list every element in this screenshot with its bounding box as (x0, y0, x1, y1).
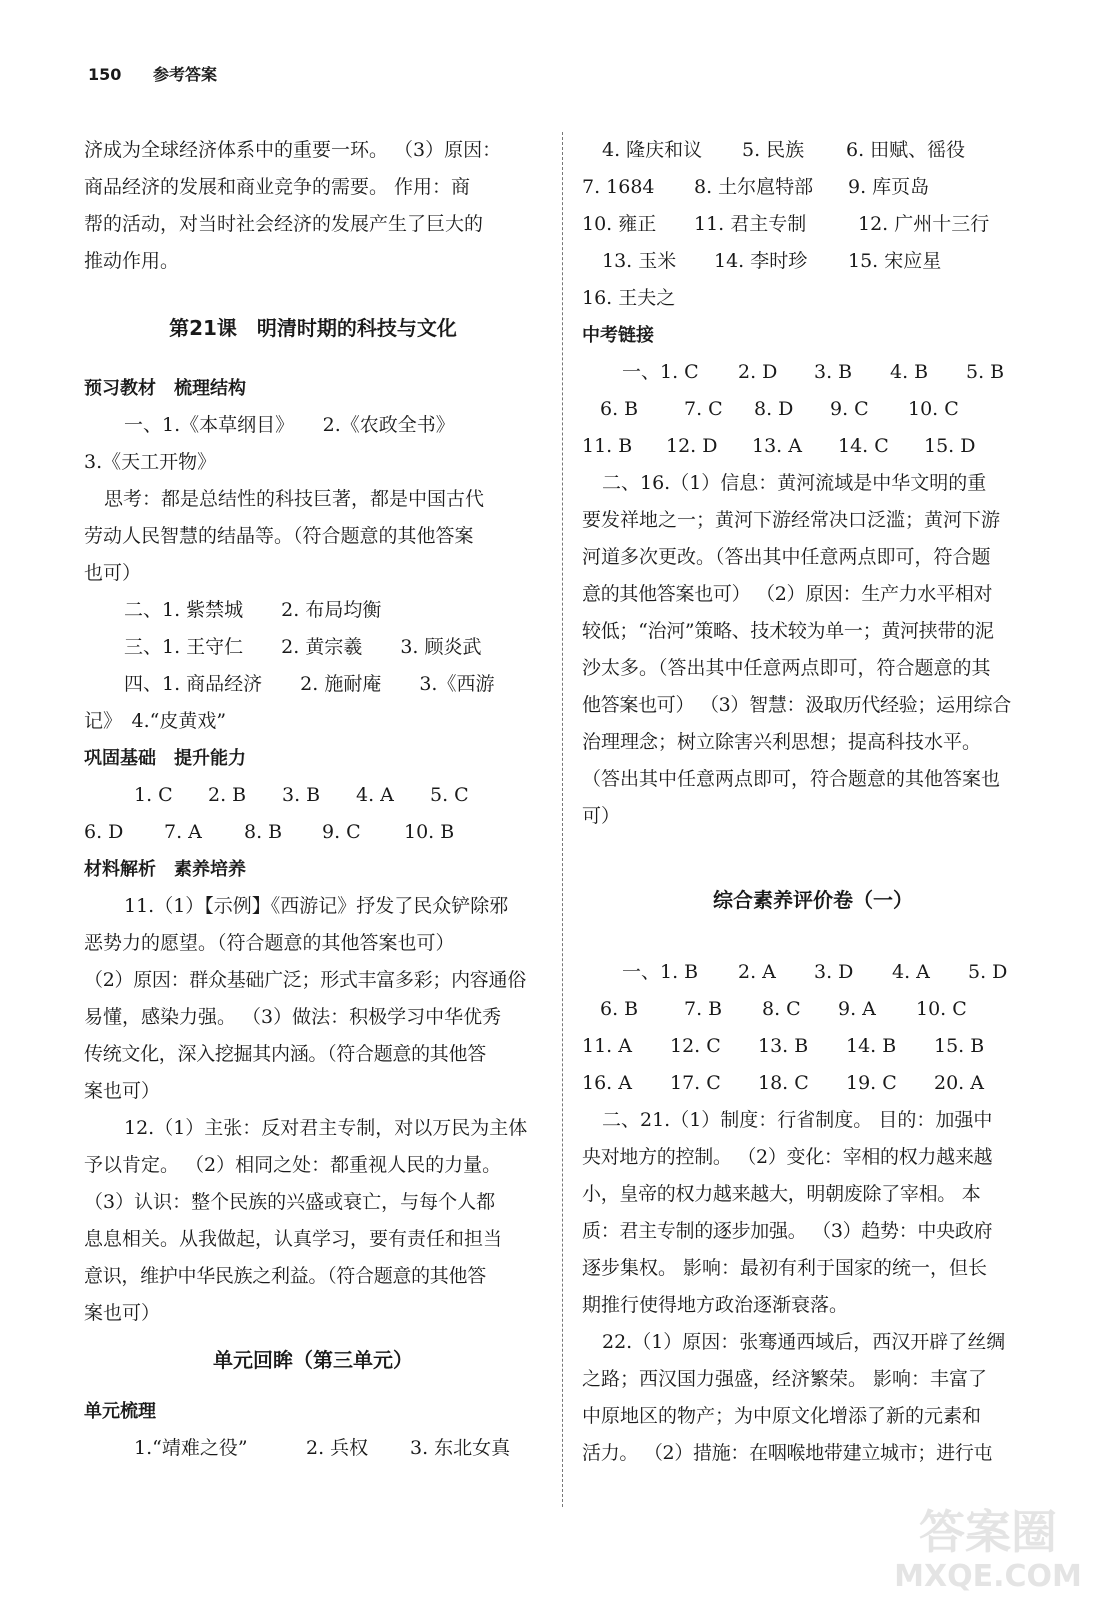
answer-item: 9. C (322, 821, 361, 843)
answer-item: 18. C (758, 1072, 809, 1094)
right-column (582, 132, 1044, 1472)
answer-item: 11. 君主专制 (694, 213, 807, 235)
section-heading: 材料解析 素养培养 (84, 859, 246, 880)
answer-item: 7. C (684, 398, 723, 420)
answer-item: 10. 雍正 (582, 213, 657, 235)
answer-item: 4. B (890, 361, 929, 383)
answer-item: 9. 库页岛 (848, 176, 930, 198)
answer-item: 16. A (582, 1072, 632, 1094)
text-line: 息息相关。从我做起，认真学习，要有责任和担当 (84, 1228, 503, 1250)
answer-item: 16. 王夫之 (582, 287, 676, 309)
text-line: （3）认识：整个民族的兴盛或衰亡，与每个人都 (84, 1191, 496, 1213)
answer-item: 6. D (84, 821, 124, 843)
section-heading: 预习教材 梳理结构 (84, 378, 246, 399)
text-line: 要发祥地之一；黄河下游经常决口泛滥；黄河下游 (582, 509, 1001, 531)
answer-item: 13. A (752, 435, 802, 457)
text-line: 易懂，感染力强。 （3）做法：积极学习中华优秀 (84, 1006, 502, 1028)
answer-item: 2. 兵权 (306, 1437, 369, 1459)
answer-item: 一、1. C (622, 361, 699, 383)
answer-item: 一、1. B (622, 961, 699, 983)
text-line: 12.（1）主张：反对君主专制，对以万民为主体 (124, 1117, 528, 1139)
text-line: 央对地方的控制。 （2）变化：宰相的权力越来越 (582, 1146, 993, 1168)
answer-item: 17. C (670, 1072, 721, 1094)
answer-item: 1. C (134, 784, 173, 806)
answer-item: 10. C (916, 998, 967, 1020)
answer-item: 20. A (934, 1072, 984, 1094)
answer-row (582, 1028, 1044, 1065)
text-line: 意识，维护中华民族之利益。（符合题意的其他答 (84, 1265, 486, 1287)
answer-item: 12. C (670, 1035, 721, 1057)
text-line: 逐步集权。 影响：最初有利于国家的统一，但长 (582, 1257, 988, 1279)
text-line: 案也可） (84, 1080, 161, 1102)
answer-row (84, 814, 542, 851)
answer-row (582, 132, 1044, 169)
answer-item: 3. D (814, 961, 854, 983)
text-line: 思考：都是总结性的科技巨著，都是中国古代 (104, 488, 485, 510)
text-line: 意的其他答案也可） （2）原因：生产力水平相对 (582, 583, 993, 605)
answer-item: 4. 隆庆和议 (602, 139, 703, 161)
text-line: 四、1. 商品经济 2. 施耐庵 3.《西游 (124, 673, 495, 695)
text-line: 期推行使得地方政治逐渐衰落。 (582, 1294, 849, 1316)
answer-item: 10. B (404, 821, 455, 843)
answer-item: 14. C (838, 435, 889, 457)
answer-item: 8. B (244, 821, 283, 843)
answer-item: 6. B (600, 398, 639, 420)
answer-item: 13. 玉米 (602, 250, 677, 272)
answer-item: 14. 李时珍 (714, 250, 808, 272)
answer-item: 19. C (846, 1072, 897, 1094)
answer-row (582, 1065, 1044, 1102)
answer-item: 12. D (666, 435, 718, 457)
lesson-title: 第21课 明清时期的科技与文化 (169, 316, 457, 340)
answer-item: 3. B (814, 361, 853, 383)
answer-item: 4. A (356, 784, 394, 806)
text-line: （答出其中任意两点即可，符合题意的其他答案也 (582, 768, 1001, 790)
text-line: 较低；“治河”策略、技术较为单一；黄河挟带的泥 (582, 620, 994, 642)
answer-item: 8. C (762, 998, 801, 1020)
text-line: 3.《天工开物》 (84, 451, 217, 473)
text-line: 二、1. 紫禁城 2. 布局均衡 (124, 599, 382, 621)
answer-item: 5. D (968, 961, 1008, 983)
text-line: 商品经济的发展和商业竞争的需要。 作用：商 (84, 176, 471, 198)
answer-row (582, 280, 1044, 317)
text-line: 案也可） (84, 1302, 161, 1324)
text-line: 质：君主专制的逐步加强。 （3）趋势：中央政府 (582, 1220, 993, 1242)
unit-title: 单元回眸（第三单元） (213, 1348, 413, 1372)
answer-item: 3. B (282, 784, 321, 806)
watermark-logo (883, 1498, 1093, 1594)
text-line: 沙太多。（答出其中任意两点即可，符合题意的其 (582, 657, 991, 679)
answer-item: 12. 广州十三行 (858, 213, 990, 235)
answer-item: 15. 宋应星 (848, 250, 942, 272)
section-heading: 巩固基础 提升能力 (84, 748, 246, 769)
text-line: 中原地区的物产；为中原文化增添了新的元素和 (582, 1405, 982, 1427)
answer-item: 13. B (758, 1035, 809, 1057)
text-line: 二、16.（1）信息：黄河流域是中华文明的重 (602, 472, 987, 494)
answer-item: 15. B (934, 1035, 985, 1057)
text-line: 劳动人民智慧的结晶等。（符合题意的其他答案 (84, 525, 474, 547)
header-title: 参考答案 (152, 65, 217, 84)
text-line: 可） (582, 805, 621, 827)
answer-item: 2. A (738, 961, 776, 983)
text-line: 治理理念；树立除害兴利思想；提高科技水平。 (582, 731, 982, 753)
answer-item: 8. 土尔扈特部 (694, 176, 814, 198)
answer-item: 2. B (208, 784, 247, 806)
text-line: 22.（1）原因：张骞通西域后，西汉开辟了丝绸 (602, 1331, 1006, 1353)
text-line: 传统文化，深入挖掘其内涵。（符合题意的其他答 (84, 1043, 486, 1065)
text-line: 小，皇帝的权力越来越大，明朝废除了宰相。 本 (582, 1183, 981, 1205)
answer-row (582, 391, 1044, 428)
column-divider (562, 132, 563, 1507)
text-line: 二、21.（1）制度：行省制度。 目的：加强中 (602, 1109, 993, 1131)
page-number: 150 (88, 65, 122, 84)
text-line: 河道多次更改。（答出其中任意两点即可，符合题 (582, 546, 991, 568)
text-line: 帮的活动，对当时社会经济的发展产生了巨大的 (84, 213, 484, 235)
answer-item: 9. C (830, 398, 869, 420)
answer-row (582, 428, 1044, 465)
section-heading: 中考链接 (582, 325, 654, 346)
answer-item: 9. A (838, 998, 876, 1020)
answer-item: 4. A (892, 961, 930, 983)
answer-row (582, 991, 1044, 1028)
text-line: 记》 4.“皮黄戏” (84, 710, 227, 732)
answer-row (582, 354, 1044, 391)
text-line: 三、1. 王守仁 2. 黄宗羲 3. 顾炎武 (124, 636, 482, 658)
answer-item: 10. C (908, 398, 959, 420)
answer-row (582, 243, 1044, 280)
watermark-site: MXQE.COM (894, 1559, 1082, 1594)
text-line: 他答案也可） （3）智慧：汲取历代经验；运用综合 (582, 694, 1011, 716)
text-line: 活力。 （2）措施：在咽喉地带建立城市；进行屯 (582, 1442, 993, 1464)
answer-item: 6. B (600, 998, 639, 1020)
page-header (88, 62, 217, 85)
answer-row (84, 777, 542, 814)
text-line: 推动作用。 (84, 250, 180, 272)
answer-item: 6. 田赋、徭役 (846, 139, 966, 161)
answer-item: 8. D (754, 398, 794, 420)
text-line: 也可） (84, 562, 142, 584)
answer-item: 15. D (924, 435, 976, 457)
answer-item: 7. A (164, 821, 202, 843)
answer-row (582, 954, 1044, 991)
text-line: 予以肯定。 （2）相同之处：都重视人民的力量。 (84, 1154, 502, 1176)
text-line: 之路；西汉国力强盛，经济繁荣。 影响：丰富了 (582, 1368, 988, 1390)
exam-title: 综合素养评价卷（一） (713, 888, 913, 912)
answer-item: 5. C (430, 784, 469, 806)
answer-item: 2. D (738, 361, 778, 383)
text-line: 恶势力的愿望。（符合题意的其他答案也可） (84, 932, 455, 954)
answer-row (582, 206, 1044, 243)
text-line: 一、1.《本草纲目》 2.《农政全书》 (124, 414, 455, 436)
answer-item: 14. B (846, 1035, 897, 1057)
answer-item: 7. B (684, 998, 723, 1020)
left-column (84, 132, 542, 1467)
answer-item: 5. B (966, 361, 1005, 383)
answer-row (84, 1430, 542, 1467)
answer-item: 5. 民族 (742, 139, 805, 161)
answer-item: 11. A (582, 1035, 632, 1057)
text-line: 济成为全球经济体系中的重要一环。 （3）原因： (84, 139, 502, 161)
answer-row (582, 169, 1044, 206)
answer-item: 1.“靖难之役” (134, 1437, 248, 1459)
text-line: （2）原因：群众基础广泛；形式丰富多彩；内容通俗 (84, 969, 526, 991)
text-line: 11.（1）【示例】《西游记》抒发了民众铲除邪 (124, 895, 509, 917)
answer-item: 7. 1684 (582, 176, 655, 198)
section-heading: 单元梳理 (84, 1401, 156, 1422)
watermark-title: 答案圈 (919, 1505, 1057, 1559)
answer-item: 11. B (582, 435, 633, 457)
answer-item: 3. 东北女真 (410, 1437, 511, 1459)
